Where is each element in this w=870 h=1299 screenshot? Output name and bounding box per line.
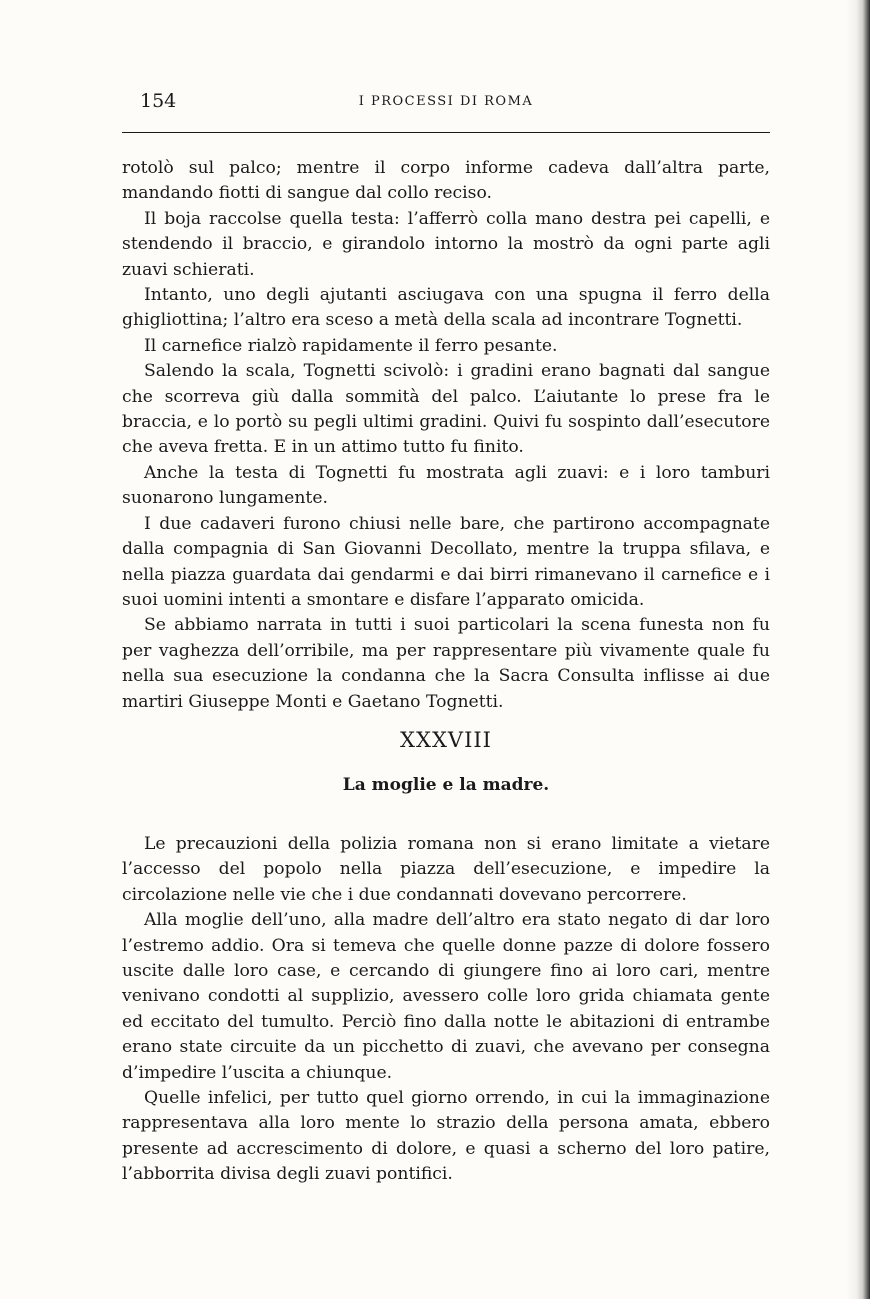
paragraph: Anche la testa di Tognetti fu mostrata agli zuavi: e i loro tamburi suonarono lungamente. — [122, 462, 770, 509]
body-text — [122, 156, 770, 715]
chapter-number: XXXVIII — [400, 728, 492, 752]
book-page — [122, 86, 770, 1185]
paragraph: Le precauzioni della polizia romana non si erano limitate a vietare l’accesso del popolo nella piazza dell’esecuzione, e impedire la circolazione nelle vie che i due condannati dovevano percorrere. — [122, 834, 770, 905]
page-header — [122, 86, 770, 120]
paragraph: Se abbiamo narrata in tutti i suoi particolari la scena funesta non fu per vaghezza dell’orribile, ma per rappresentare più vivamente quale fu nella sua esecuzione la condanna che la Sacra Consulta inflisse ai due martiri Giuseppe Monti e Gaetano Tognetti. — [122, 615, 770, 712]
paragraph: Salendo la scala, Tognetti scivolò: i gradini erano bagnati dal sangue che scorreva giù dalla sommità del palco. L’aiutante lo prese fra le braccia, e lo portò su pegli ultimi gradini. Quivi fu sospinto dall’esecutore che aveva fretta. E in un attimo tutto fu finito. — [122, 361, 770, 458]
page-number: 154 — [140, 90, 177, 112]
paragraph: Quelle infelici, per tutto quel giorno orrendo, in cui la immaginazione rappresentava alla loro mente lo strazio della persona amata, ebbero presente ad accrescimento di dolore, e quasi a scherno del loro patire, l’abborrita divisa degli zuavi pontifici. — [122, 1088, 770, 1185]
paragraph: Alla moglie dell’uno, alla madre dell’altro era stato negato di dar loro l’estremo addio. Ora si temeva che quelle donne pazze di dolore fossero uscite dalle loro case, e cercando di giungere fino ai loro cari, mentre venivano condotti al supplizio, avessero colle loro grida chiamata gente ed eccitato del tumulto. Perciò fino dalla notte le abitazioni di entrambe erano state circuite da un picchetto di zuavi, che avevano per consegna d’impedire l’uscita a chiunque. — [122, 910, 770, 1083]
paragraph: rotolò sul palco; mentre il corpo informe cadeva dall’altra parte, mandando fiotti di sangue dal collo reciso. — [122, 158, 770, 204]
paragraph: I due cadaveri furono chiusi nelle bare, che partirono accompagnate dalla compagnia di San Giovanni Decollato, mentre la truppa sfilava, e nella piazza guardata dai gendarmi e dai birri rimanevano il carnefice e i suoi uomini intenti a smontare e disfare l’apparato omicida. — [122, 513, 770, 610]
chapter-text — [122, 832, 770, 1188]
chapter-title: La moglie e la madre. — [342, 775, 550, 795]
running-title: I PROCESSI DI ROMA — [358, 94, 534, 109]
page-edge-shadow — [846, 0, 870, 1299]
paragraph: Il boja raccolse quella testa: l’afferrò colla mano destra pei capelli, e stendendo il braccio, e girandolo intorno la mostrò da ogni parte agli zuavi schierati. — [122, 208, 770, 280]
paragraph: Il carnefice rialzò rapidamente il ferro pesante. — [144, 335, 558, 356]
header-rule — [122, 132, 770, 133]
paragraph: Intanto, uno degli ajutanti asciugava con una spugna il ferro della ghigliottina; l’altro era sceso a metà della scala ad incontrare Tognetti. — [122, 285, 770, 331]
